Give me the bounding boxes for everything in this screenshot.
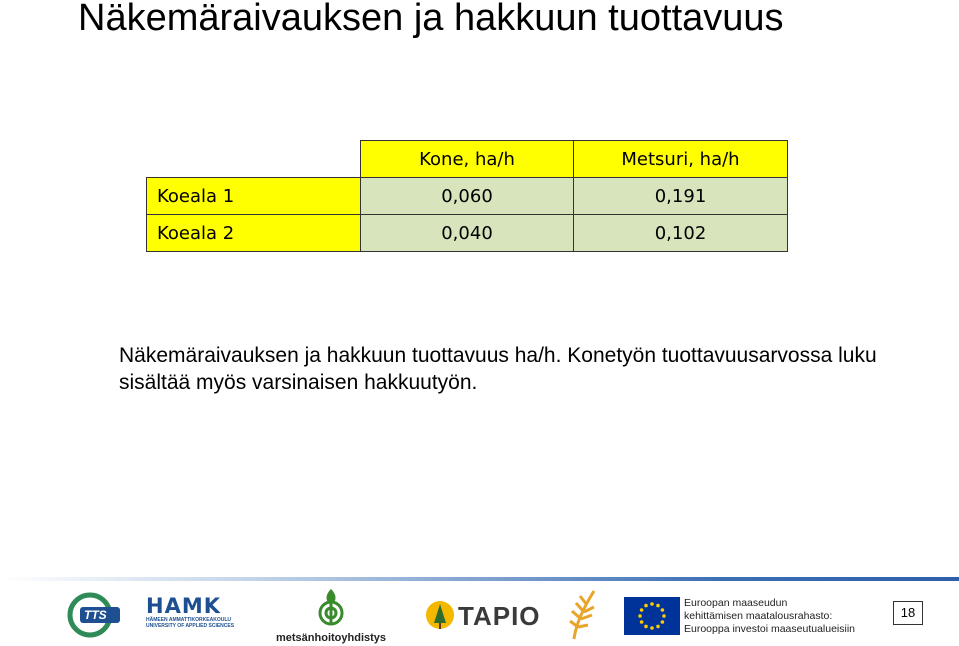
eu-funding-text xyxy=(684,597,855,636)
mhy-emblem-icon xyxy=(313,587,349,627)
column-header-metsuri: Metsuri, ha/h xyxy=(574,141,788,178)
page-number: 18 xyxy=(893,601,923,625)
tts-logo-text: TTS xyxy=(84,608,107,622)
tapio-sun-icon xyxy=(424,599,456,633)
mhy-logo-text: metsänhoitoyhdistys xyxy=(276,632,387,644)
table-row xyxy=(147,215,788,252)
hamk-logo xyxy=(146,595,242,635)
table-row xyxy=(147,178,788,215)
table-corner-cell xyxy=(147,141,361,178)
tapio-logo-text: TAPIO xyxy=(458,601,541,631)
eu-flag-icon xyxy=(624,597,680,635)
eu-text-line-2: kehittämisen maatalousrahasto: xyxy=(684,610,833,622)
tts-logo xyxy=(66,591,126,639)
row-label-koeala-1: Koeala 1 xyxy=(147,178,361,215)
table-header-row xyxy=(147,141,788,178)
eu-text-line-3: Eurooppa investoi maaseutualueisiin xyxy=(684,623,856,635)
hamk-logo-subtitle-2: UNIVERSITY OF APPLIED SCIENCES xyxy=(146,623,235,629)
cell-koeala-2-metsuri: 0,102 xyxy=(574,215,788,252)
hamk-logo-name: HAMK xyxy=(146,594,221,618)
leader-leaf-logo xyxy=(566,587,598,641)
footer xyxy=(0,581,959,645)
eu-flag-logo xyxy=(624,597,680,635)
leaf-icon xyxy=(566,587,598,641)
slide-title: Näkemäraivauksen ja hakkuun tuottavuus xyxy=(78,0,784,39)
cell-koeala-1-kone: 0,060 xyxy=(361,178,574,215)
cell-koeala-2-kone: 0,040 xyxy=(361,215,574,252)
cell-koeala-1-metsuri: 0,191 xyxy=(574,178,788,215)
tapio-logo xyxy=(424,599,539,635)
row-label-koeala-2: Koeala 2 xyxy=(147,215,361,252)
hamk-logo-subtitle-1: HÄMEEN AMMATTIKORKEAKOULU xyxy=(146,617,231,623)
productivity-table xyxy=(146,140,788,252)
metsanhoitoyhdistys-logo xyxy=(276,587,386,643)
column-header-kone: Kone, ha/h xyxy=(361,141,574,178)
slide-caption: Näkemäraivauksen ja hakkuun tuottavuus ha/h. Konetyön tuottavuusarvossa luku sisältää myös varsinaisen hakkuutyön. xyxy=(119,344,877,394)
eu-text-line-1: Euroopan maaseudun xyxy=(684,597,788,609)
